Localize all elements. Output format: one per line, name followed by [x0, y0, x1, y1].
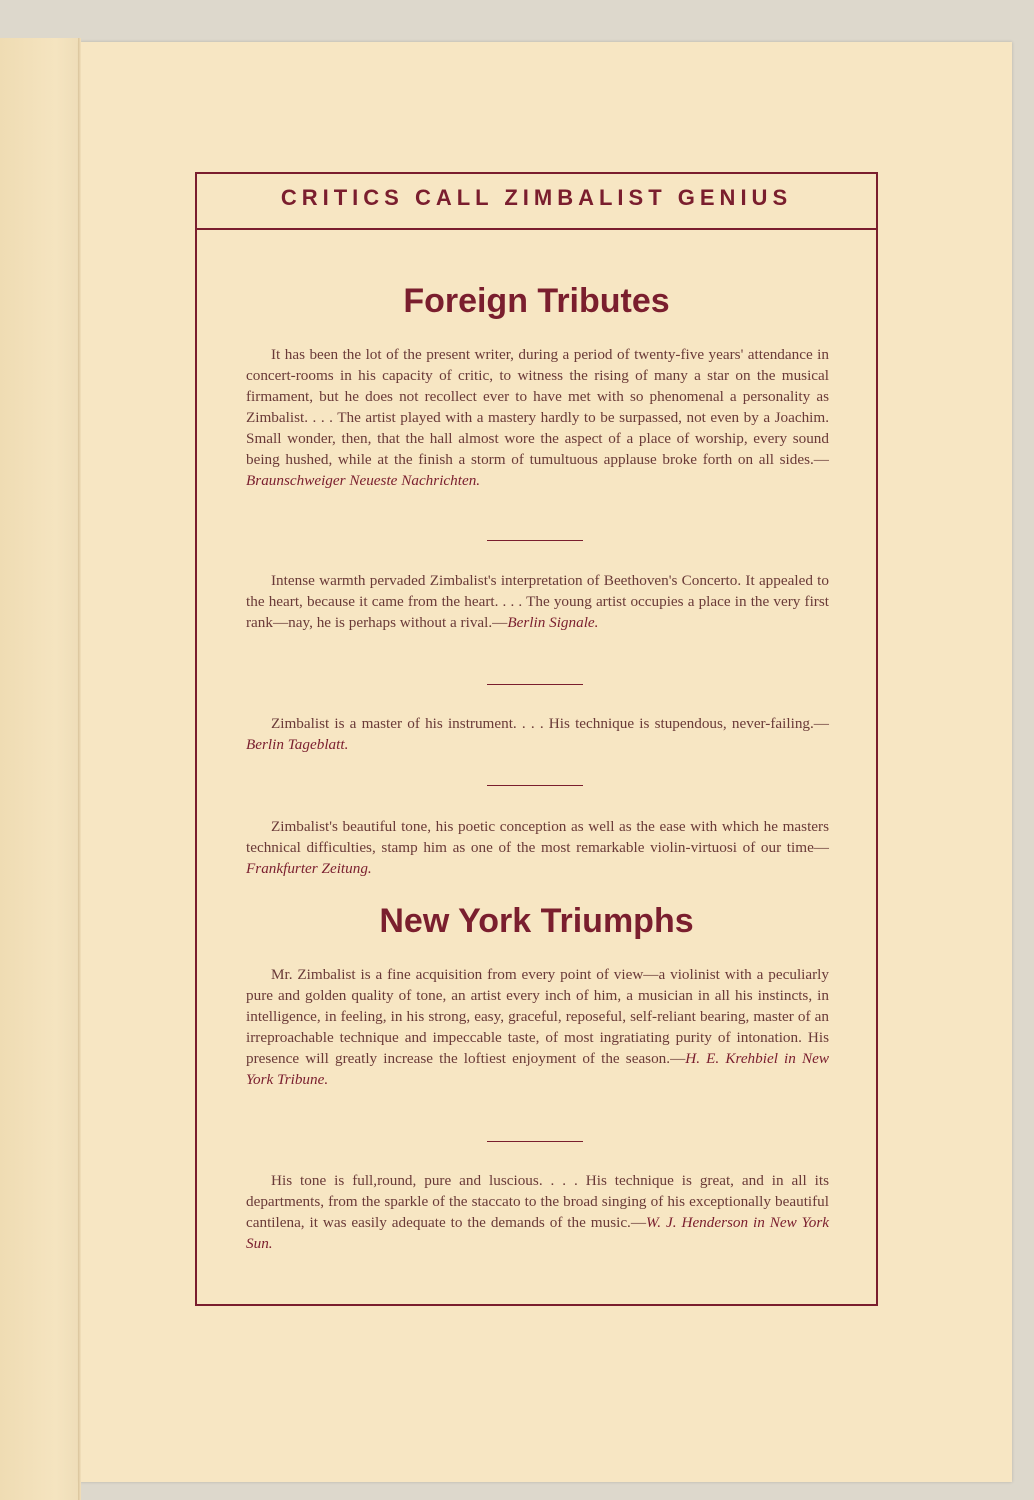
quote-source: W. J. Henderson in New York Sun.: [246, 1214, 829, 1252]
quote-text: His tone is full,round, pure and luscious. . . . His technique is great, and in all its departments, from the sparkle of the staccato to the broad singing of his exceptionally beautiful cantilena, it was easily adequate to the demands of the music.—: [246, 1172, 829, 1231]
divider-rule: [487, 785, 583, 786]
section-heading-new-york: New York Triumphs: [379, 902, 694, 940]
quote-source: Berlin Signale.: [507, 614, 599, 631]
quote-berlin-tageblatt: [246, 713, 829, 755]
quote-text: Intense warmth pervaded Zimbalist's interpretation of Beethoven's Concerto. It appealed to the heart, because it came from the heart. . . . The young artist occupies a place in the very first rank—nay, he is perhaps without a rival.—: [246, 572, 829, 631]
quote-krehbiel: [246, 964, 829, 1090]
quote-text: It has been the lot of the present writer, during a period of twenty-five years' attendance in concert-rooms in his capacity of critic, to witness the rising of many a star on the musical firmament, but he does not recollect ever to have met with so phenomenal a personality as Zimbalist. . . . The artist played with a mastery hardly to be surpassed, not even by a Joachim. Small wonder, then, that the hall almost wore the aspect of a place of worship, every sound being hushed, while at the finish a storm of tumultuous applause broke forth on all sides.—: [246, 346, 829, 468]
divider-rule: [487, 1141, 583, 1142]
quote-source: Berlin Tageblatt.: [246, 736, 349, 753]
quote-text: Zimbalist's beautiful tone, his poetic conception as well as the ease with which he masters technical difficulties, stamp him as one of the most remarkable violin-virtuosi of our time—: [246, 818, 829, 856]
content-frame: [195, 172, 878, 1306]
banner-title: CRITICS CALL ZIMBALIST GENIUS: [280, 185, 793, 210]
quote-henderson: [246, 1170, 829, 1254]
quote-source: Braunschweiger Neueste Nachrichten.: [246, 472, 481, 489]
section-heading-foreign: Foreign Tributes: [403, 282, 670, 320]
quote-text: Zimbalist is a master of his instrument. . . . His technique is stupendous, never-failing.—: [271, 715, 829, 732]
page-fold: [78, 38, 81, 1500]
divider-rule: [487, 684, 583, 685]
banner: [197, 174, 876, 230]
divider-rule: [487, 540, 583, 541]
quote-braunschweiger: [246, 344, 829, 491]
previous-page-leaf: [0, 38, 80, 1500]
quote-source: Frankfurter Zeitung.: [246, 860, 372, 877]
quote-source: H. E. Krehbiel in New York Tribune.: [246, 1050, 829, 1088]
quote-berlin-signale: [246, 570, 829, 633]
quote-frankfurter: [246, 816, 829, 879]
quote-text: Mr. Zimbalist is a fine acquisition from every point of view—a violinist with a peculiarly pure and golden quality of tone, an artist every inch of him, a musician in all his instincts, in intelligence, in feeling, in his strong, easy, graceful, reposeful, self-reliant bearing, master of an irreproachable technique and impeccable taste, of most ingratiating purity of intonation. His presence will greatly increase the loftiest enjoyment of the season.—: [246, 966, 829, 1067]
